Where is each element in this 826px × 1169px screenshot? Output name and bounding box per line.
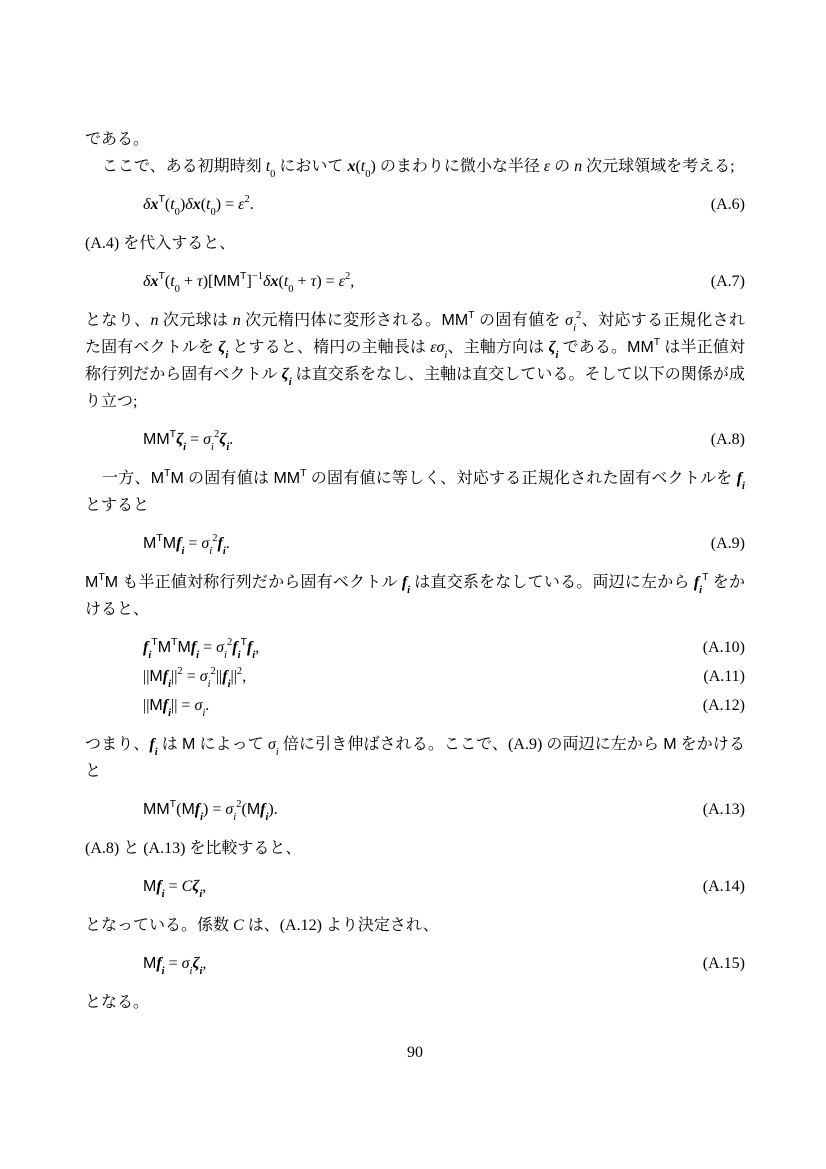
equation-body: $MM^T(Mf_i) = \sigma_i^2(Mf_i)$. [143,797,278,824]
paragraph: である。 [85,131,150,148]
equation-body: $Mf_i = C\zeta_i$, [143,878,207,901]
equation [85,636,745,660]
equation [85,665,745,689]
paragraph: となり、n 次元球は n 次元楕円体に変形される。$MM^T$ の固有値を $\sigma_i^2$、対応する正規化された固有ベクトルを $\zeta_i$ とすると、楕円の主軸長は $\varepsilon\sigma_i$、主軸方向は $\zeta_i$ である。$MM^T$ は半正値対称行列だから固有ベクトル $\zeta_i$ は直交系をなし、主軸は直交している。そして以下の関係が成り立つ; [85,308,745,410]
equation-body: $||Mf_i||^2 = \sigma_i^2||f_i||^2$, [143,665,247,691]
equation-number: (A.9) [710,535,745,552]
equation-body: $Mf_i = \sigma_i\zeta_i$, [143,955,207,978]
equation-number: (A.13) [702,801,745,818]
paragraph: $M^TM$ も半正値対称行列だから固有ベクトル $f_i$ は直交系をなしている。両辺に左から $f_i^T$ をかけると、 [85,570,745,618]
equation-number: (A.8) [710,431,745,448]
paragraph: (A.8) と (A.13) を比較すると、 [85,840,302,857]
paragraph: となっている。係数 C は、(A.12) より決定され、 [85,917,439,934]
equation-body: $\delta x^T(t_0)\delta x(t_0) = \varepsilon^2$. [143,192,254,219]
equation-body: $||Mf_i|| = \sigma_i$. [143,697,210,720]
paragraph: となる。 [85,994,150,1011]
equation-number: (A.10) [702,639,745,656]
page-number: 90 [407,1044,423,1061]
paragraph: つまり、$f_i$ は M によって $\sigma_i$ 倍に引き伸ばされる。ここで、(A.9) の両辺に左から M をかけると [85,736,745,780]
equation [85,270,745,294]
equation-number: (A.15) [702,955,745,972]
equation-body: $M^TMf_i = \sigma_i^2f_i$. [143,531,230,558]
equation [85,532,745,556]
paragraph: 一方、$M^TM$ の固有値は $MM^T$ の固有値に等しく、対応する正規化された固有ベクトルを $f_i$ とすると [85,466,745,514]
document-page [85,126,745,1016]
paragraph: (A.4) を代入すると、 [85,235,236,252]
equation-number: (A.12) [702,697,745,714]
equation-number: (A.14) [702,878,745,895]
equation [85,193,745,217]
paragraph: ここで、ある初期時刻 $t_0$ において $x(t_0)$ のまわりに微小な半径 ε の n 次元球領域を考える; [102,158,735,181]
equation [85,428,745,452]
equation [85,798,745,822]
equation-body: $MM^T\zeta_i = \sigma_i^2\zeta_i$. [143,427,234,454]
equation-number: (A.6) [710,196,745,213]
equation [85,875,745,899]
equation [85,694,745,718]
equation-body: $\delta x^T(t_0 + \tau)[MM^T]^{-1}\delta x(t_0 + \tau) = \varepsilon^2$, [143,269,355,296]
equation-number: (A.11) [703,668,745,685]
equation-number: (A.7) [710,273,745,290]
equation-group [85,636,745,718]
equation [85,952,745,976]
equation-body: $f_i^TM^TMf_i = \sigma_i^2f_i^Tf_i$, [143,635,260,662]
